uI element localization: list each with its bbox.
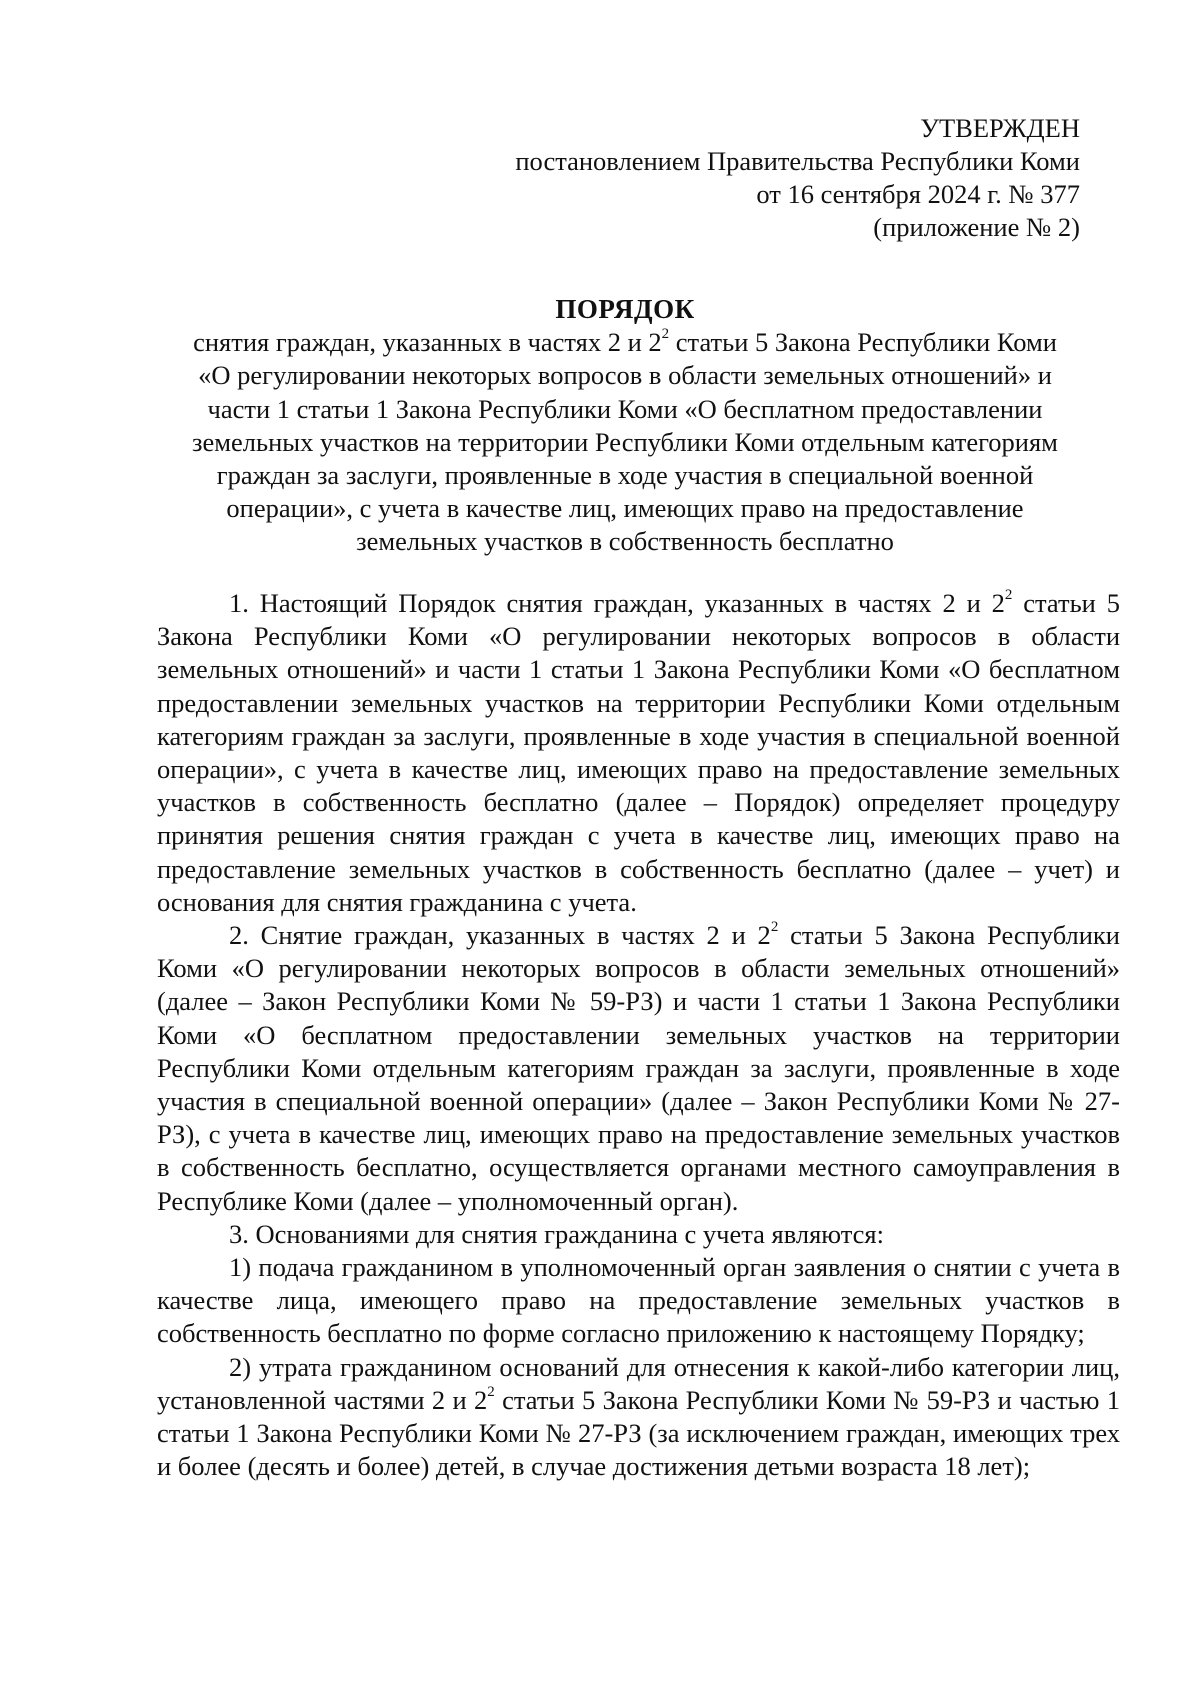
approval-line-date-number: от 16 сентября 2024 г. № 377 [756, 179, 1080, 209]
paragraph-3-item-2-text: 2) утрата гражданином оснований для отнесения к какой-либо категории лиц, установленной частями 2 и 2 [157, 1351, 1120, 1415]
paragraph-3-item-2-superscript: 2 [487, 1384, 495, 1401]
title-line-3: части 1 статьи 1 Закона Республики Коми «О бесплатном предоставлении [207, 393, 1043, 424]
title-line-2: «О регулировании некоторых вопросов в области земельных отношений» и [198, 360, 1052, 391]
paragraph-3-item-2-text-end: статьи 5 Закона Республики Коми № 59-РЗ и частью 1 статьи 1 Закона Республики Коми № 27-РЗ (за исключением граждан, имеющих трех и более (десять и более) детей, в случае достижения детьми возраста 18 лет); [157, 1384, 1120, 1482]
document-title-block [150, 293, 1100, 559]
title-line-7: земельных участков в собственность бесплатно [356, 526, 894, 557]
paragraph-2 [157, 919, 1120, 1218]
document-title: ПОРЯДОК [555, 294, 695, 324]
paragraph-1-text-end: статьи 5 Закона Республики Коми «О регулировании некоторых вопросов в области земельных отношений» и части 1 статьи 1 Закона Республики Коми «О бесплатном предоставлении земельных участков на территории Республики Коми отдельным категориям граждан за заслуги, проявленные в ходе участия в специальной военной операции», с учета в качестве лиц, имеющих право на предоставление земельных участков в собственность бесплатно (далее – Порядок) определяет процедуру принятия решения снятия граждан с учета в качестве лиц, имеющих право на предоставление земельных участков в собственность бесплатно (далее – учет) и основания для снятия гражданина с учета. [157, 588, 1120, 917]
paragraph-2-text-end: статьи 5 Закона Республики Коми «О регулировании некоторых вопросов в области земельных отношений» (далее – Закон Республики Коми № 59-РЗ) и части 1 статьи 1 Закона Республики Коми «О бесплатном предоставлении земельных участков на территории Республики Коми отдельным категориям граждан за заслуги, проявленные в ходе участия в специальной военной операции» (далее – Закон Республики Коми № 27-РЗ), с учета в качестве лиц, имеющих право на предоставление земельных участков в собственность бесплатно, осуществляется органами местного самоуправления в Республике Коми (далее – уполномоченный орган). [157, 920, 1120, 1216]
approval-stamp [380, 112, 1080, 244]
title-line-6: операции», с учета в качестве лиц, имеющих право на предоставление [226, 493, 1024, 524]
paragraph-3: 3. Основаниями для снятия гражданина с учета являются: [229, 1218, 884, 1249]
title-line-1-superscript: 2 [661, 326, 670, 343]
paragraph-1 [157, 587, 1120, 919]
title-line-1 [150, 326, 1100, 359]
paragraph-2-superscript: 2 [770, 919, 779, 936]
paragraph-1-superscript: 2 [1004, 587, 1013, 604]
title-line-1-text: снятия граждан, указанных в частях 2 и 2 [193, 327, 662, 358]
paragraph-1-text: 1. Настоящий Порядок снятия граждан, указанных в частях 2 и 2 [229, 588, 1005, 618]
title-line-5: граждан за заслуги, проявленные в ходе участия в специальной военной [216, 460, 1034, 491]
paragraph-3-item-2 [157, 1351, 1120, 1484]
title-line-1-text-end: статьи 5 Закона Республики Коми [669, 327, 1057, 358]
document-body [157, 587, 1120, 1483]
approval-line-approved: УТВЕРЖДЕН [920, 113, 1080, 143]
approval-line-appendix: (приложение № 2) [873, 212, 1080, 242]
approval-line-resolution: постановлением Правительства Республики Коми [515, 146, 1080, 176]
title-line-4: земельных участков на территории Республики Коми отдельным категориям [192, 426, 1058, 457]
paragraph-3-item-1: 1) подача гражданином в уполномоченный орган заявления о снятии с учета в качестве лица, имеющего право на предоставление земельных участков в собственность бесплатно по форме согласно приложению к настоящему Порядку; [157, 1252, 1120, 1349]
paragraph-2-text: 2. Снятие граждан, указанных в частях 2 и 2 [229, 920, 771, 951]
